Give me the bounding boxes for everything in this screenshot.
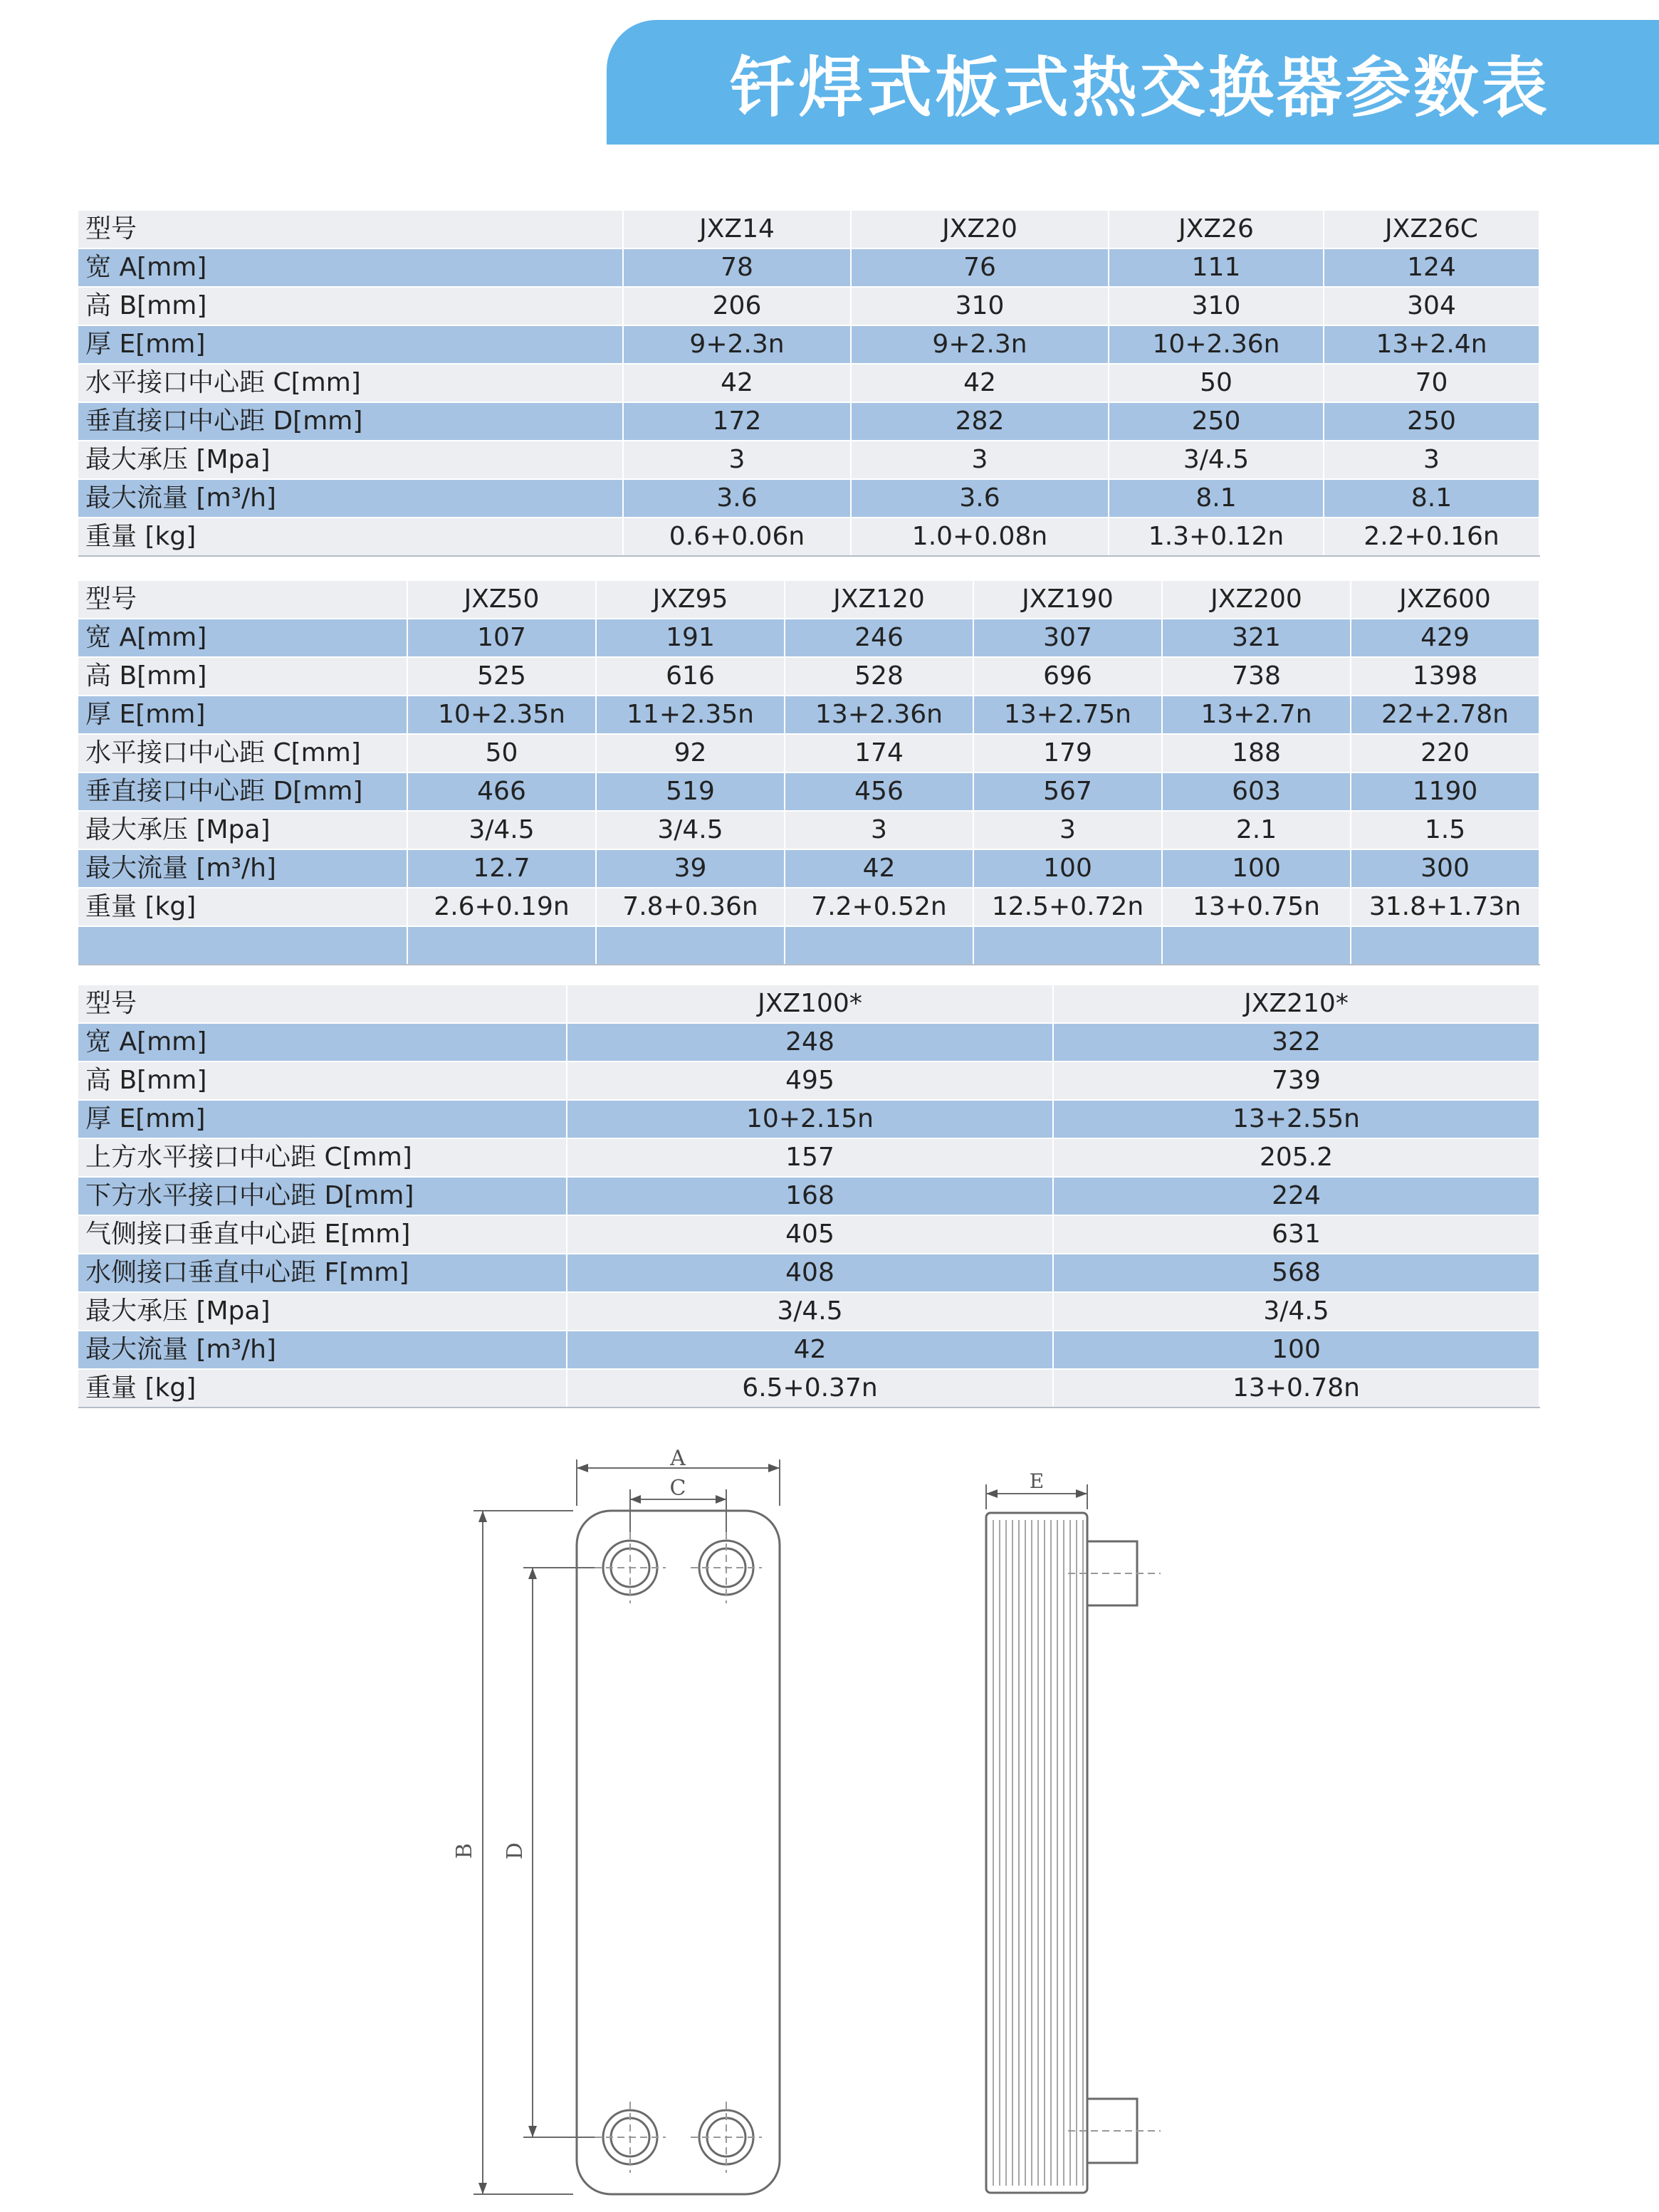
row-label-cell: 上方水平接口中心距 C[mm] [78, 1138, 567, 1177]
value-cell: 168 [567, 1177, 1053, 1215]
table-row [78, 479, 1539, 518]
front-view [473, 1459, 780, 2194]
row-label-cell: 最大承压 [Mpa] [78, 1292, 567, 1331]
table-row [78, 849, 1539, 888]
row-label-cell: 最大流量 [m³/h] [78, 479, 623, 518]
row-label-cell: 垂直接口中心距 D[mm] [78, 772, 407, 811]
value-cell: 11+2.35n [596, 696, 785, 734]
value-cell: 3.6 [851, 479, 1109, 518]
table-row [78, 1062, 1539, 1100]
empty-cell [973, 926, 1162, 965]
value-cell: 191 [596, 619, 785, 657]
row-label-cell: 最大承压 [Mpa] [78, 441, 623, 479]
value-cell: 405 [567, 1215, 1053, 1254]
value-cell: 3/4.5 [567, 1292, 1053, 1331]
value-cell: 8.1 [1324, 479, 1539, 518]
model-cell: JXZ14 [623, 211, 851, 248]
row-label-cell: 高 B[mm] [78, 1062, 567, 1100]
row-label-cell: 重量 [kg] [78, 518, 623, 556]
table-row [78, 888, 1539, 926]
value-cell: 100 [1162, 849, 1351, 888]
value-cell: 12.5+0.72n [973, 888, 1162, 926]
row-label-cell: 厚 E[mm] [78, 325, 623, 364]
value-cell: 307 [973, 619, 1162, 657]
value-cell: 250 [1324, 402, 1539, 441]
value-cell: 42 [785, 849, 973, 888]
value-cell: 157 [567, 1138, 1053, 1177]
table-row-empty [78, 926, 1539, 965]
value-cell: 7.8+0.36n [596, 888, 785, 926]
value-cell: 322 [1053, 1023, 1539, 1062]
value-cell: 282 [851, 402, 1109, 441]
table-row [78, 1369, 1539, 1408]
model-cell: JXZ120 [785, 581, 973, 619]
value-cell: 13+2.36n [785, 696, 973, 734]
value-cell: 456 [785, 772, 973, 811]
value-cell: 568 [1053, 1254, 1539, 1292]
value-cell: 13+2.7n [1162, 696, 1351, 734]
value-cell: 78 [623, 248, 851, 287]
value-cell: 495 [567, 1062, 1053, 1100]
table-row [78, 1254, 1539, 1292]
row-label-cell: 最大流量 [m³/h] [78, 849, 407, 888]
table-row [78, 657, 1539, 696]
model-cell: JXZ50 [407, 581, 596, 619]
value-cell: 10+2.35n [407, 696, 596, 734]
value-cell: 22+2.78n [1351, 696, 1539, 734]
value-cell: 3 [851, 441, 1109, 479]
value-cell: 8.1 [1109, 479, 1324, 518]
model-cell: JXZ200 [1162, 581, 1351, 619]
table-row [78, 734, 1539, 772]
value-cell: 50 [1109, 364, 1324, 402]
table-row [78, 441, 1539, 479]
value-cell: 100 [1053, 1331, 1539, 1369]
center-lines [595, 1532, 762, 2173]
empty-cell [78, 926, 407, 965]
model-cell: JXZ26 [1109, 211, 1324, 248]
row-label-cell: 厚 E[mm] [78, 1100, 567, 1138]
title-banner [607, 20, 1659, 145]
value-cell: 31.8+1.73n [1351, 888, 1539, 926]
value-cell: 42 [567, 1331, 1053, 1369]
dim-label-d: D [503, 1842, 528, 1860]
value-cell: 107 [407, 619, 596, 657]
row-label-cell: 重量 [kg] [78, 888, 407, 926]
value-cell: 124 [1324, 248, 1539, 287]
value-cell: 408 [567, 1254, 1053, 1292]
value-cell: 39 [596, 849, 785, 888]
table-header-row [78, 985, 1539, 1023]
value-cell: 92 [596, 734, 785, 772]
table-row [78, 1023, 1539, 1062]
value-cell: 300 [1351, 849, 1539, 888]
value-cell: 1190 [1351, 772, 1539, 811]
value-cell: 13+2.4n [1324, 325, 1539, 364]
spec-table-3 [78, 985, 1540, 1408]
value-cell: 3 [973, 811, 1162, 849]
dim-label-c: C [669, 1476, 686, 1501]
row-label-cell: 最大流量 [m³/h] [78, 1331, 567, 1369]
row-label-cell: 水侧接口垂直中心距 F[mm] [78, 1254, 567, 1292]
value-cell: 2.6+0.19n [407, 888, 596, 926]
model-cell: JXZ190 [973, 581, 1162, 619]
model-cell: JXZ210* [1053, 985, 1539, 1023]
dimension-lines [473, 1459, 780, 2194]
header-label-cell: 型号 [78, 211, 623, 248]
value-cell: 42 [851, 364, 1109, 402]
side-view [986, 1484, 1161, 2193]
table-row [78, 1177, 1539, 1215]
table-row [78, 248, 1539, 287]
empty-cell [1162, 926, 1351, 965]
row-label-cell: 下方水平接口中心距 D[mm] [78, 1177, 567, 1215]
row-label-cell: 高 B[mm] [78, 287, 623, 325]
row-label-cell: 宽 A[mm] [78, 619, 407, 657]
value-cell: 696 [973, 657, 1162, 696]
value-cell: 13+0.75n [1162, 888, 1351, 926]
empty-cell [596, 926, 785, 965]
row-label-cell: 水平接口中心距 C[mm] [78, 734, 407, 772]
value-cell: 429 [1351, 619, 1539, 657]
value-cell: 9+2.3n [851, 325, 1109, 364]
table-row [78, 696, 1539, 734]
empty-cell [785, 926, 973, 965]
value-cell: 525 [407, 657, 596, 696]
model-cell: JXZ600 [1351, 581, 1539, 619]
row-label-cell: 重量 [kg] [78, 1369, 567, 1408]
value-cell: 220 [1351, 734, 1539, 772]
row-label-cell: 厚 E[mm] [78, 696, 407, 734]
plate-lines [993, 1520, 1083, 2186]
table-row [78, 811, 1539, 849]
table-header-row [78, 211, 1539, 248]
row-label-cell: 高 B[mm] [78, 657, 407, 696]
value-cell: 12.7 [407, 849, 596, 888]
value-cell: 3 [623, 441, 851, 479]
value-cell: 3/4.5 [596, 811, 785, 849]
table-row [78, 1100, 1539, 1138]
table-row [78, 772, 1539, 811]
value-cell: 310 [851, 287, 1109, 325]
value-cell: 0.6+0.06n [623, 518, 851, 556]
model-cell: JXZ95 [596, 581, 785, 619]
table-row [78, 518, 1539, 556]
value-cell: 1398 [1351, 657, 1539, 696]
value-cell: 3/4.5 [1053, 1292, 1539, 1331]
row-label-cell: 垂直接口中心距 D[mm] [78, 402, 623, 441]
value-cell: 528 [785, 657, 973, 696]
table-row [78, 287, 1539, 325]
value-cell: 3/4.5 [407, 811, 596, 849]
value-cell: 100 [973, 849, 1162, 888]
header-label-cell: 型号 [78, 581, 407, 619]
value-cell: 10+2.36n [1109, 325, 1324, 364]
value-cell: 188 [1162, 734, 1351, 772]
value-cell: 9+2.3n [623, 325, 851, 364]
value-cell: 1.3+0.12n [1109, 518, 1324, 556]
value-cell: 310 [1109, 287, 1324, 325]
value-cell: 42 [623, 364, 851, 402]
row-label-cell: 水平接口中心距 C[mm] [78, 364, 623, 402]
table-row [78, 1138, 1539, 1177]
value-cell: 50 [407, 734, 596, 772]
row-label-cell: 最大承压 [Mpa] [78, 811, 407, 849]
value-cell: 738 [1162, 657, 1351, 696]
spec-table-1 [78, 211, 1540, 557]
value-cell: 2.1 [1162, 811, 1351, 849]
row-label-cell: 气侧接口垂直中心距 E[mm] [78, 1215, 567, 1254]
table-row [78, 619, 1539, 657]
value-cell: 205.2 [1053, 1138, 1539, 1177]
value-cell: 246 [785, 619, 973, 657]
value-cell: 172 [623, 402, 851, 441]
front-plate [577, 1511, 780, 2194]
value-cell: 111 [1109, 248, 1324, 287]
value-cell: 70 [1324, 364, 1539, 402]
value-cell: 3/4.5 [1109, 441, 1324, 479]
value-cell: 10+2.15n [567, 1100, 1053, 1138]
table-row [78, 1215, 1539, 1254]
value-cell: 3.6 [623, 479, 851, 518]
dim-label-e: E [1029, 1469, 1045, 1493]
table-row [78, 325, 1539, 364]
value-cell: 250 [1109, 402, 1324, 441]
value-cell: 6.5+0.37n [567, 1369, 1053, 1408]
dim-label-a: A [670, 1446, 686, 1471]
value-cell: 304 [1324, 287, 1539, 325]
header-label-cell: 型号 [78, 985, 567, 1023]
value-cell: 2.2+0.16n [1324, 518, 1539, 556]
table-row [78, 1331, 1539, 1369]
value-cell: 1.5 [1351, 811, 1539, 849]
row-label-cell: 宽 A[mm] [78, 1023, 567, 1062]
value-cell: 13+0.78n [1053, 1369, 1539, 1408]
value-cell: 206 [623, 287, 851, 325]
table-header-row [78, 581, 1539, 619]
model-cell: JXZ26C [1324, 211, 1539, 248]
value-cell: 1.0+0.08n [851, 518, 1109, 556]
model-cell: JXZ100* [567, 985, 1053, 1023]
value-cell: 321 [1162, 619, 1351, 657]
table-row [78, 364, 1539, 402]
value-cell: 13+2.75n [973, 696, 1162, 734]
value-cell: 603 [1162, 772, 1351, 811]
value-cell: 76 [851, 248, 1109, 287]
value-cell: 631 [1053, 1215, 1539, 1254]
page-title: 钎焊式板式热交换器参数表 [729, 49, 1550, 126]
dimension-drawing [0, 1431, 1659, 2212]
value-cell: 224 [1053, 1177, 1539, 1215]
value-cell: 466 [407, 772, 596, 811]
value-cell: 3 [785, 811, 973, 849]
value-cell: 7.2+0.52n [785, 888, 973, 926]
empty-cell [407, 926, 596, 965]
value-cell: 567 [973, 772, 1162, 811]
value-cell: 174 [785, 734, 973, 772]
value-cell: 3 [1324, 441, 1539, 479]
front-arrows [478, 1464, 780, 2194]
dim-label-b: B [452, 1843, 477, 1860]
value-cell: 519 [596, 772, 785, 811]
side-plate-stack [986, 1513, 1087, 2193]
value-cell: 179 [973, 734, 1162, 772]
value-cell: 13+2.55n [1053, 1100, 1539, 1138]
value-cell: 739 [1053, 1062, 1539, 1100]
row-label-cell: 宽 A[mm] [78, 248, 623, 287]
value-cell: 616 [596, 657, 785, 696]
table-row [78, 1292, 1539, 1331]
spec-table-2 [78, 581, 1540, 965]
value-cell: 248 [567, 1023, 1053, 1062]
empty-cell [1351, 926, 1539, 965]
model-cell: JXZ20 [851, 211, 1109, 248]
table-row [78, 402, 1539, 441]
